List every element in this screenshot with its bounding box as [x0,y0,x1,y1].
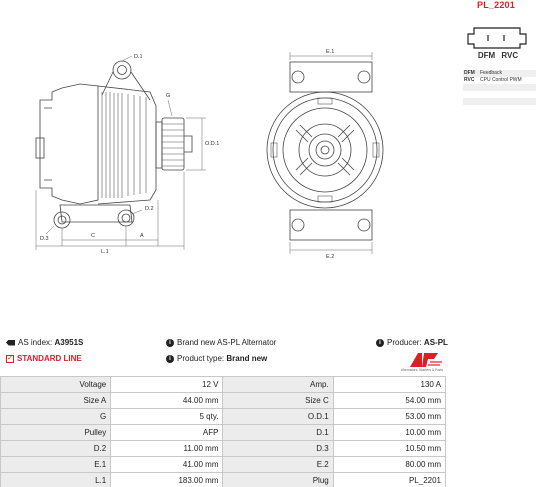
pin-code: RVC [463,77,479,84]
as-index-label: AS index: [18,338,53,347]
front-view [267,52,383,254]
spec-value: 80.00 mm [333,457,445,473]
spec-label: E.2 [223,457,333,473]
spec-label: G [1,409,111,425]
spec-label: Size A [1,393,111,409]
side-view [36,56,206,250]
tag-icon [6,340,15,346]
checkbox-icon: ✓ [7,354,13,362]
spec-value: 130 A [333,377,445,393]
producer [376,338,448,347]
spec-label: D.1 [223,425,333,441]
spec-label: Amp. [223,377,333,393]
product-type-label: Product type: [177,354,225,363]
table-row [1,473,446,487]
spec-label: Pulley [1,425,111,441]
table-row [1,441,446,457]
pin-row [463,91,536,98]
label-a: A [140,233,144,239]
pin-desc [479,91,536,98]
pin-code [463,84,479,91]
label-d3: D.3 [40,236,49,242]
spec-label: D.3 [223,441,333,457]
spec-label: Size C [223,393,333,409]
product-type-value: Brand new [226,354,268,363]
label-l1: L.1 [101,249,109,255]
logo-tagline: Alternators, Starters & Parts [400,368,444,372]
spec-value: PL_2201 [333,473,445,487]
pin-row [463,98,536,105]
spec-label: L.1 [1,473,111,487]
product-type [166,354,267,363]
plug-code: PL_2201 [477,0,515,10]
table-row [1,409,446,425]
table-row [1,377,446,393]
spec-value: 183.00 mm [111,473,223,487]
as-index [6,338,83,347]
standard-line [6,354,82,363]
label-c: C [91,233,95,239]
spec-value: AFP [111,425,223,441]
spec-value: 12 V [111,377,223,393]
specs-table [0,376,446,487]
spec-value: 10.00 mm [333,425,445,441]
pin-desc: Feedback [479,70,536,77]
brand-text: Brand new AS-PL Alternator [177,338,277,347]
spec-label: O.D.1 [223,409,333,425]
plug-connector-icon [468,28,526,48]
brand-info [166,338,276,347]
spec-value: 41.00 mm [111,457,223,473]
label-e2: E.2 [326,254,335,260]
table-row [1,393,446,409]
spec-label: Plug [223,473,333,487]
pin-code [463,98,479,105]
label-od1: O.D.1 [205,141,220,147]
label-e1: E.1 [326,49,335,55]
spec-label: Voltage [1,377,111,393]
pin-desc [479,98,536,105]
spec-value: 5 qty. [111,409,223,425]
table-row [1,457,446,473]
plug-pins-label: DFM RVC [477,51,519,60]
plug-pin-table [463,70,536,105]
spec-value: 10.50 mm [333,441,445,457]
standard-line-text: STANDARD LINE [17,354,82,363]
pin-row [463,84,536,91]
pin-row [463,70,536,77]
as-index-value: A3951S [54,338,84,347]
label-d1: D.1 [134,54,143,60]
spec-label: D.2 [1,441,111,457]
label-d2: D.2 [145,206,154,212]
pin-code: DFM [463,70,479,77]
producer-value: AS-PL [423,338,448,347]
spec-value: 53.00 mm [333,409,445,425]
pin-code [463,91,479,98]
spec-label: E.1 [1,457,111,473]
spec-value: 11.00 mm [111,441,223,457]
pin-row [463,77,536,84]
info-icon: i [376,339,384,347]
pin-desc [479,84,536,91]
info-icon: i [166,339,174,347]
info-icon: i [166,355,174,363]
table-row [1,425,446,441]
spec-value: 54.00 mm [333,393,445,409]
spec-value: 44.00 mm [111,393,223,409]
pin-desc: CPU Control PWM [479,77,536,84]
producer-label: Producer: [387,338,422,347]
label-g: G [166,93,171,99]
